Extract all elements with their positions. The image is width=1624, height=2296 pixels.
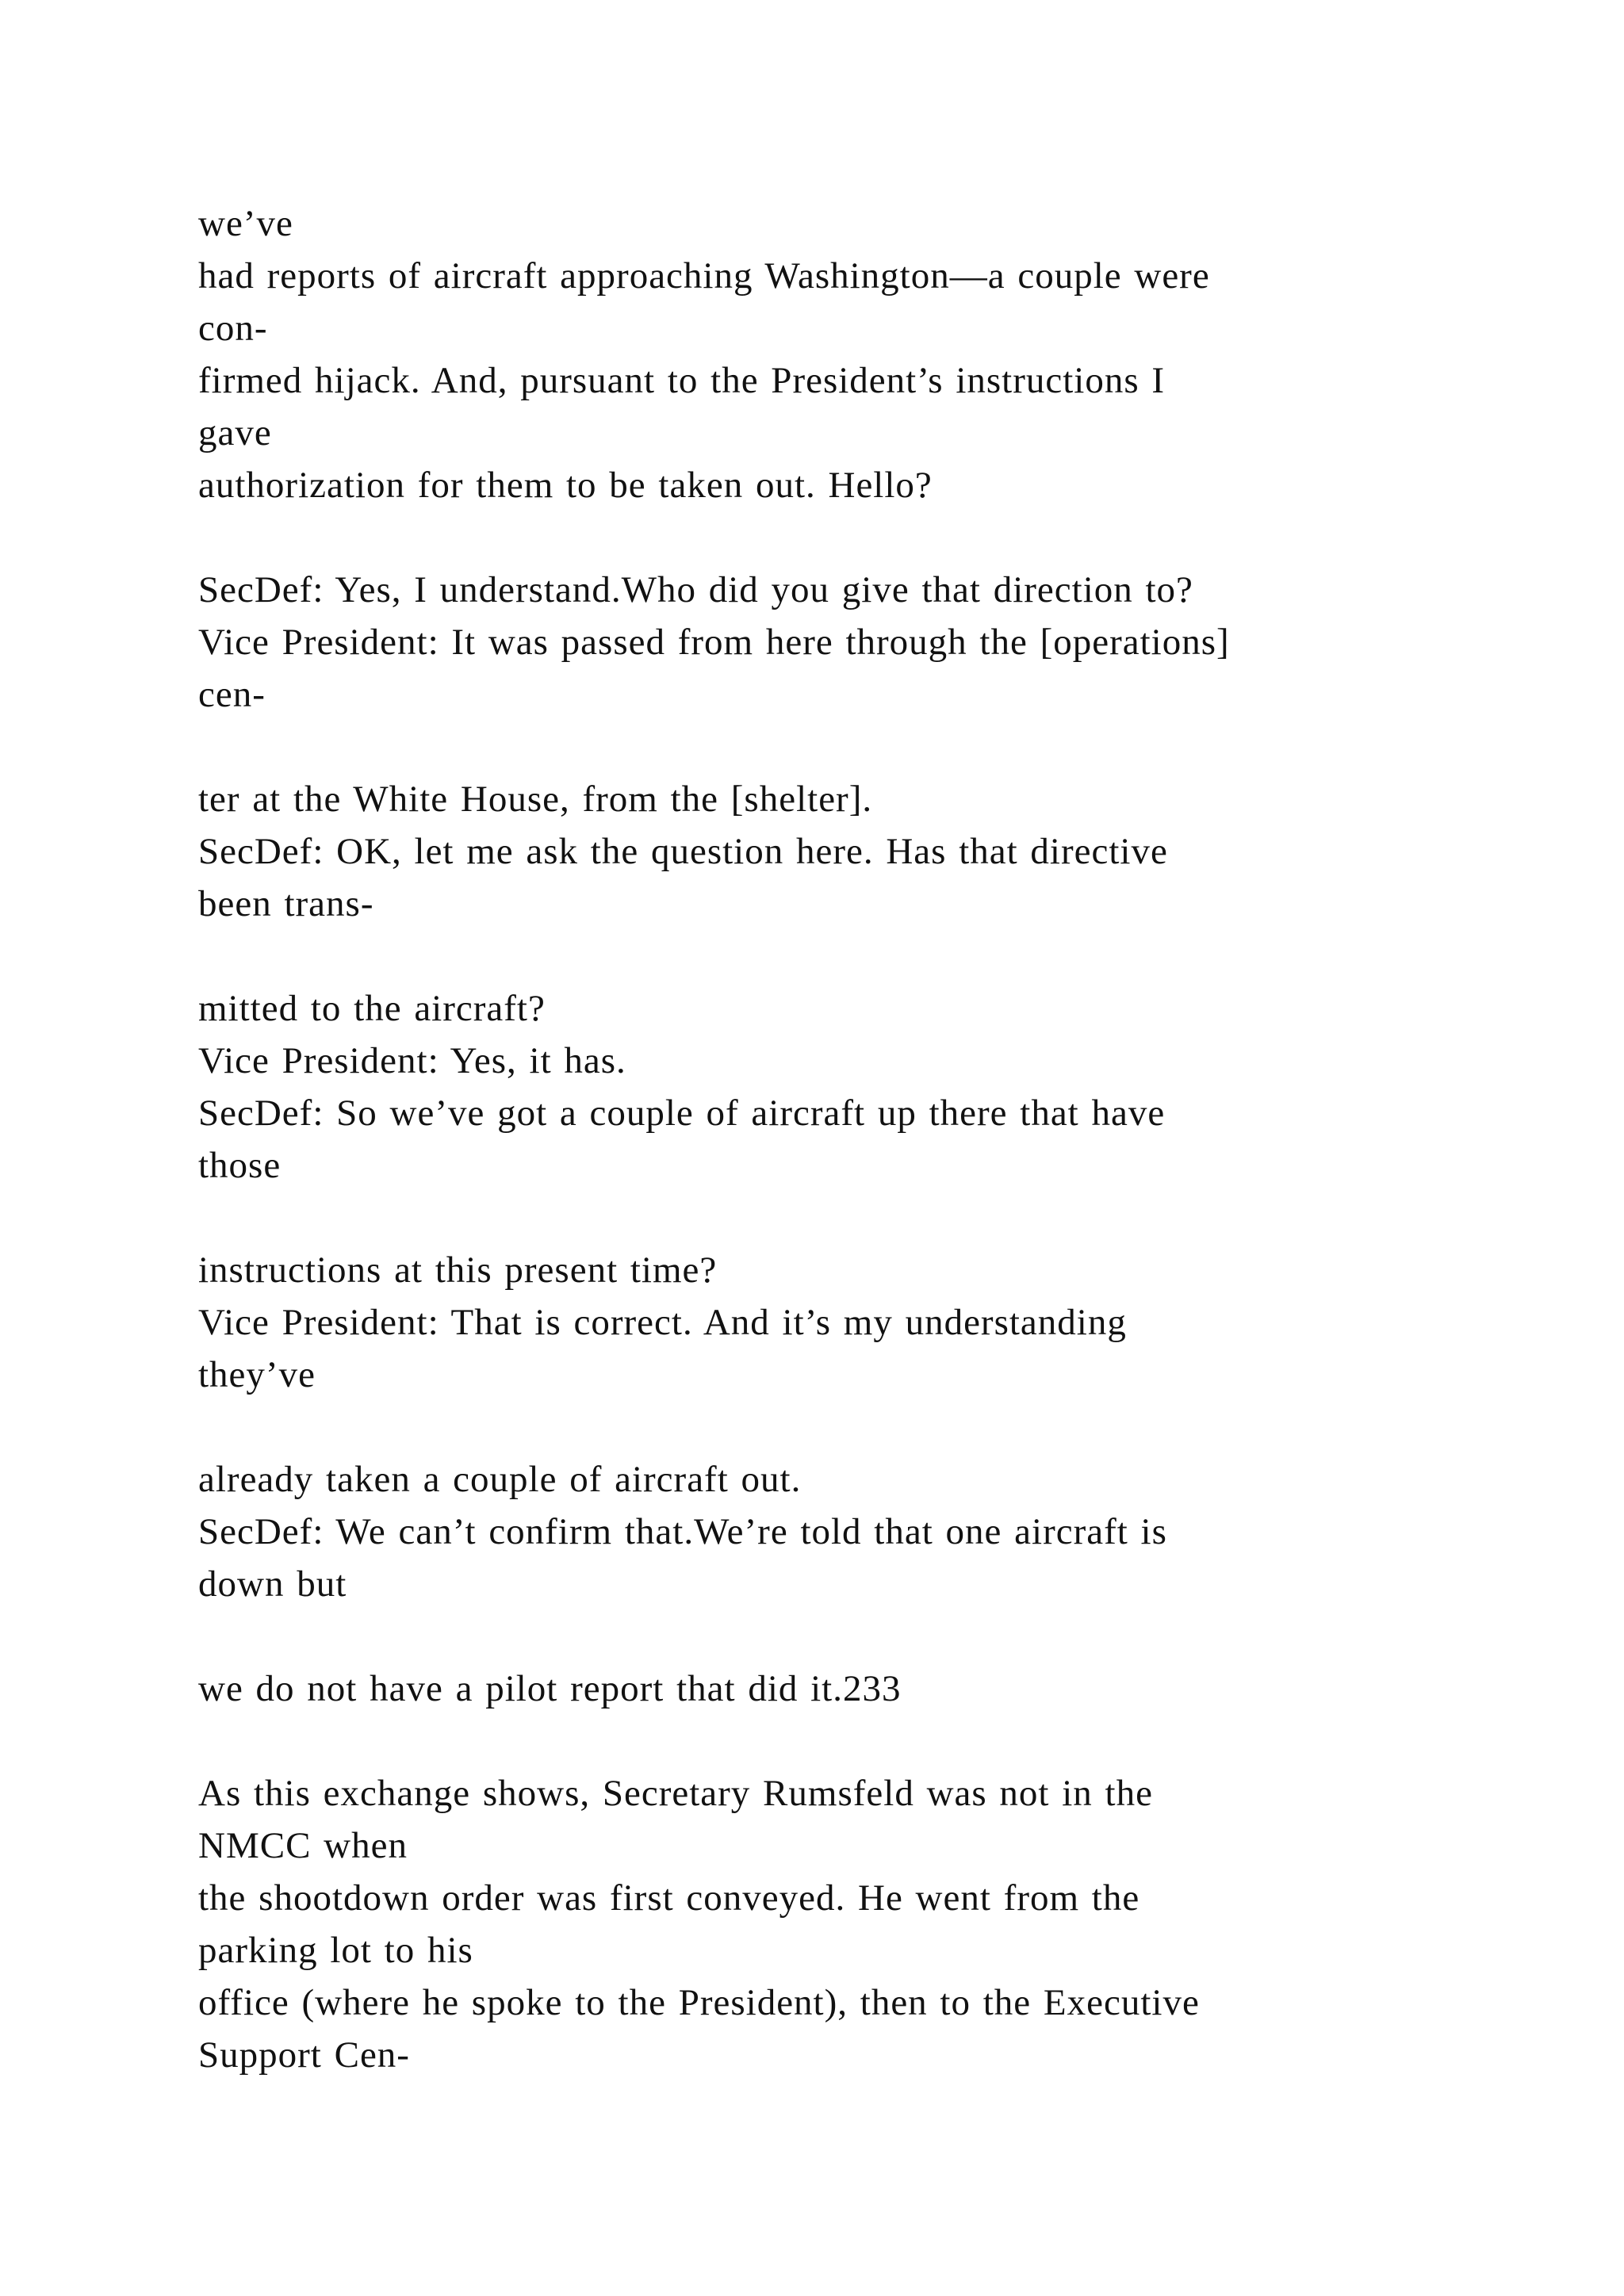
text-line: Vice President: That is correct. And it’s my understanding <box>198 1302 1127 1343</box>
text-line: had reports of aircraft approaching Washington—a couple were <box>198 255 1210 297</box>
blank-line <box>198 1192 1499 1244</box>
text-line: SecDef: OK, let me ask the question here. Has that directive <box>198 831 1168 872</box>
blank-line <box>198 930 1499 982</box>
text-line: we’ve <box>198 203 293 244</box>
blank-line <box>198 1610 1499 1663</box>
text-line: NMCC when <box>198 1825 408 1866</box>
blank-line <box>198 1401 1499 1453</box>
text-line: already taken a couple of aircraft out. <box>198 1459 802 1500</box>
text-line: firmed hijack. And, pursuant to the President’s instructions I <box>198 360 1166 401</box>
text-line: they’ve <box>198 1354 316 1395</box>
text-line: ter at the White House, from the [shelter]. <box>198 779 873 820</box>
text-line: SecDef: So we’ve got a couple of aircraft up there that have <box>198 1093 1166 1134</box>
text-line: been trans- <box>198 883 374 924</box>
text-line: con- <box>198 308 268 349</box>
text-line: Vice President: It was passed from here through the [operations] <box>198 622 1230 663</box>
text-line: As this exchange shows, Secretary Rumsfeld was not in the <box>198 1773 1153 1814</box>
text-line: parking lot to his <box>198 1930 473 1971</box>
text-line: instructions at this present time? <box>198 1249 718 1291</box>
text-line: we do not have a pilot report that did it.233 <box>198 1668 902 1709</box>
text-line: authorization for them to be taken out. Hello? <box>198 465 933 506</box>
text-line: cen- <box>198 674 266 715</box>
text-line: Support Cen- <box>198 2034 410 2076</box>
text-line: Vice President: Yes, it has. <box>198 1040 626 1081</box>
blank-line <box>198 721 1499 773</box>
text-line: down but <box>198 1563 347 1605</box>
text-line: office (where he spoke to the President), then to the Executive <box>198 1982 1200 2023</box>
text-line: SecDef: Yes, I understand.Who did you give that direction to? <box>198 569 1193 610</box>
text-line: gave <box>198 412 272 453</box>
text-line: SecDef: We can’t confirm that.We’re told that one aircraft is <box>198 1511 1167 1552</box>
text-line: the shootdown order was first conveyed. He went from the <box>198 1877 1140 1919</box>
text-line: mitted to the aircraft? <box>198 988 546 1029</box>
blank-line <box>198 511 1499 564</box>
document-body-text <box>198 197 1499 2081</box>
text-line: those <box>198 1145 282 1186</box>
blank-line <box>198 1715 1499 1767</box>
